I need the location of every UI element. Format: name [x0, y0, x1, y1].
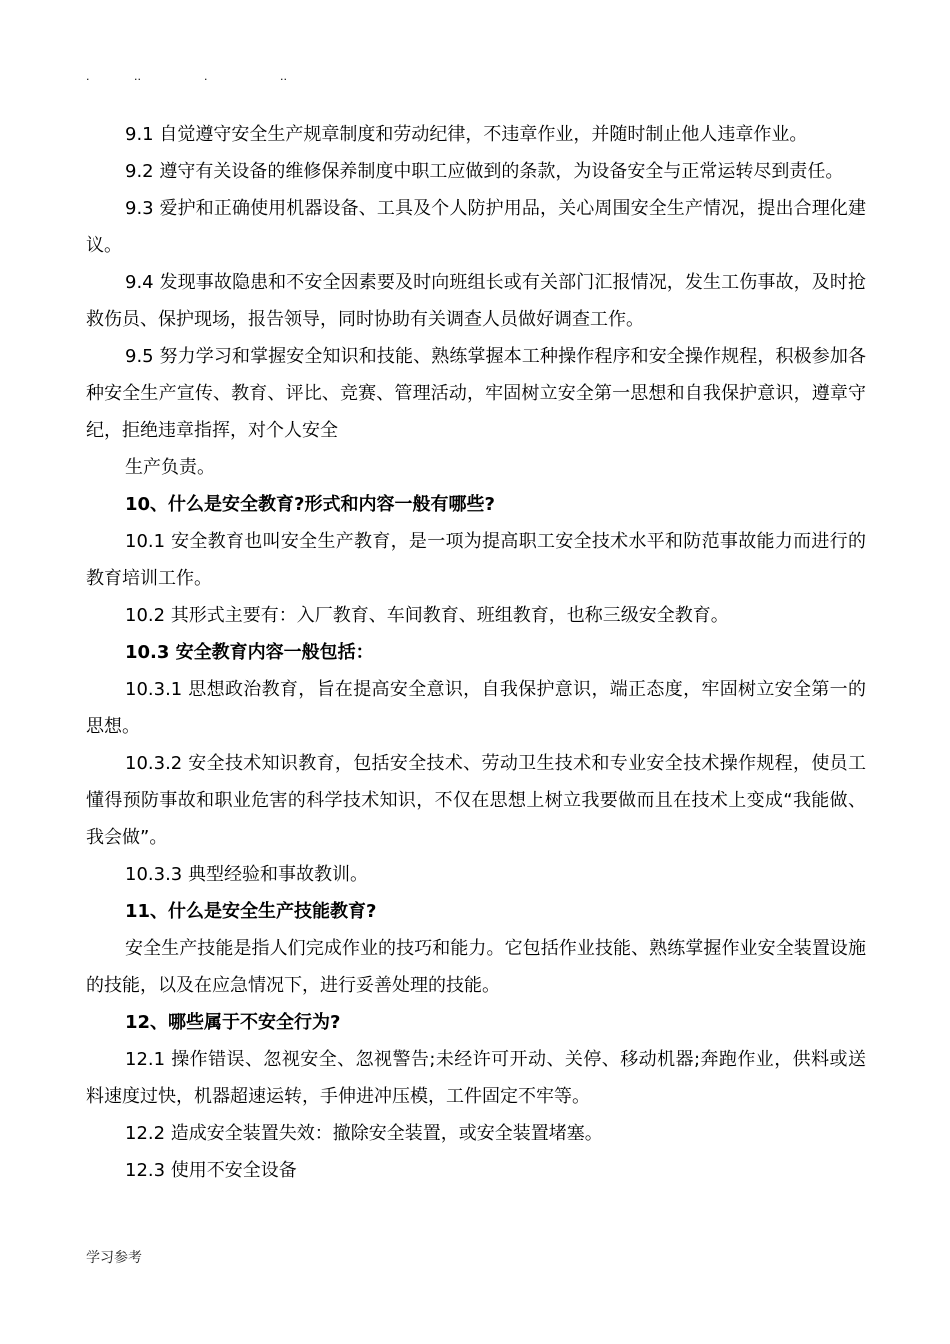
paragraph-9-2: 9.2 遵守有关设备的维修保养制度中职工应做到的条款，为设备安全与正常运转尽到责任。	[125, 161, 844, 182]
document-body	[86, 116, 866, 1189]
paragraph-9-3: 9.3 爱护和正确使用机器设备、工具及个人防护用品，关心周围安全生产情况，提出合理化建议。	[86, 198, 866, 256]
paragraph-11-body: 安全生产技能是指人们完成作业的技巧和能力。它包括作业技能、熟练掌握作业安全装置设施的技能，以及在应急情况下，进行妥善处理的技能。	[86, 938, 866, 996]
paragraph-10-3-1: 10.3.1 思想政治教育，旨在提高安全意识，自我保护意识，端正态度，牢固树立安全第一的思想。	[86, 679, 866, 737]
heading-12: 12、哪些属于不安全行为?	[125, 1012, 341, 1033]
paragraph-12-1: 12.1 操作错误、忽视安全、忽视警告;未经许可开动、关停、移动机器;奔跑作业，供料或送料速度过快，机器超速运转，手伸进冲压模，工件固定不牢等。	[86, 1049, 866, 1107]
header-mark: ..	[134, 70, 141, 83]
heading-11: 11、什么是安全生产技能教育?	[125, 901, 377, 922]
paragraph-10-3-3: 10.3.3 典型经验和事故教训。	[125, 864, 368, 885]
paragraph-9-4: 9.4 发现事故隐患和不安全因素要及时向班组长或有关部门汇报情况，发生工伤事故，及时抢救伤员、保护现场，报告领导，同时协助有关调查人员做好调查工作。	[86, 272, 866, 330]
paragraph-12-3: 12.3 使用不安全设备	[125, 1160, 297, 1181]
header-mark: ..	[280, 70, 287, 83]
page-footer-label: 学习参考	[86, 1250, 142, 1266]
header-mark: .	[86, 70, 90, 83]
paragraph-10-2: 10.2 其形式主要有：入厂教育、车间教育、班组教育，也称三级安全教育。	[125, 605, 729, 626]
paragraph-9-5: 9.5 努力学习和掌握安全知识和技能、熟练掌握本工种操作程序和安全操作规程，积极参加各种安全生产宣传、教育、评比、竞赛、管理活动，牢固树立安全第一思想和自我保护意识，遵章守纪，拒绝违章指挥，对个人安全	[86, 346, 866, 441]
paragraph-10-3-2: 10.3.2 安全技术知识教育，包括安全技术、劳动卫生技术和专业安全技术操作规程，使员工懂得预防事故和职业危害的科学技术知识，不仅在思想上树立我要做而且在技术上变成“我能做、我会做”。	[86, 753, 866, 848]
header-mark: .	[204, 70, 208, 83]
paragraph-10-1: 10.1 安全教育也叫安全生产教育，是一项为提高职工安全技术水平和防范事故能力而进行的教育培训工作。	[86, 531, 866, 589]
paragraph-12-2: 12.2 造成安全装置失效：撤除安全装置，或安全装置堵塞。	[125, 1123, 603, 1144]
heading-10: 10、什么是安全教育?形式和内容一般有哪些?	[125, 494, 495, 515]
paragraph-9-1: 9.1 自觉遵守安全生产规章制度和劳动纪律，不违章作业，并随时制止他人违章作业。	[125, 124, 808, 145]
heading-10-3: 10.3 安全教育内容一般包括：	[125, 642, 374, 663]
paragraph-9-5-continued: 生产负责。	[125, 457, 215, 478]
